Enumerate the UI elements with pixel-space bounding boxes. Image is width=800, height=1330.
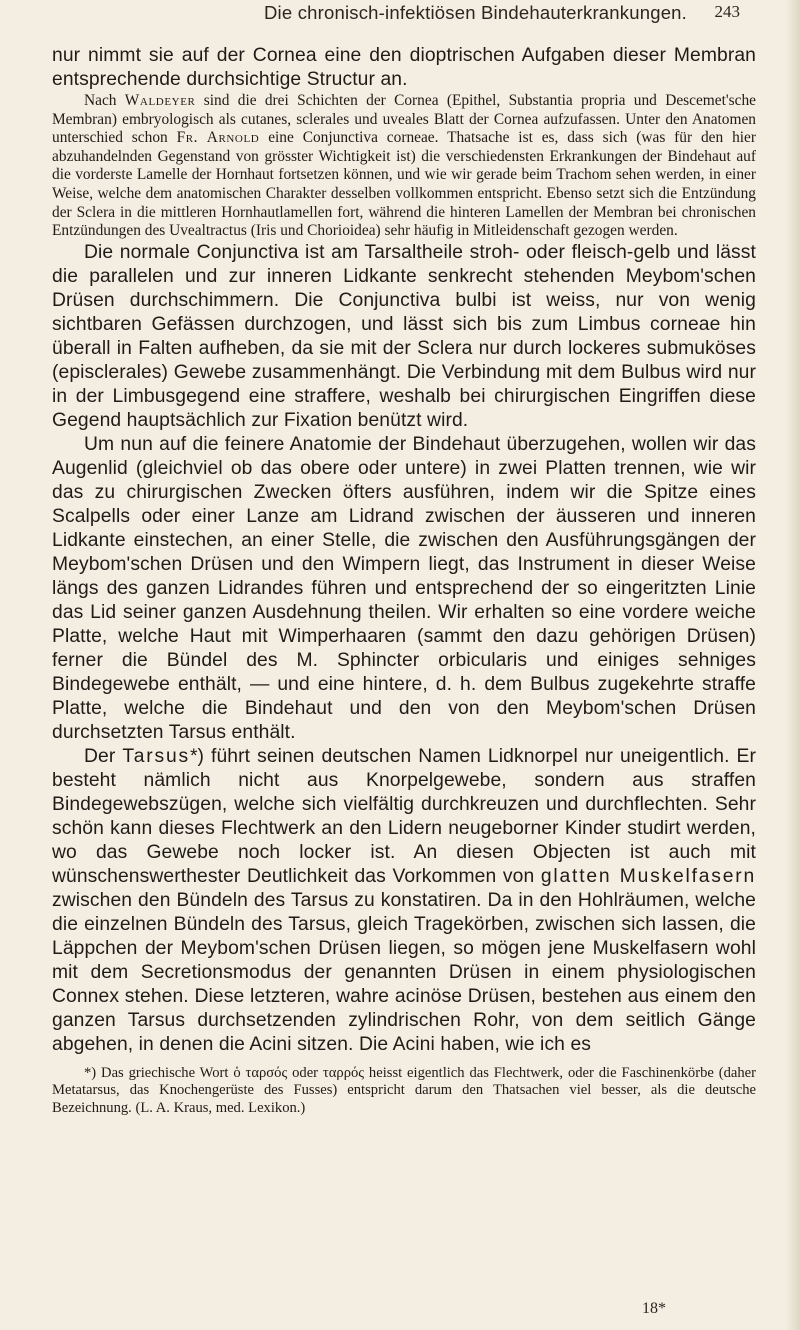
p2-text-b: sind die drei Schichten der Cornea (Epithel, Substantia propria und Descemet'sche Membran) embryologisch als cutanes, sclerales und uveales Blatt der Cornea aufzufassen. Unter den Anatomen unterschied schon — [52, 92, 756, 147]
author-waldeyer: Waldeyer — [124, 92, 196, 109]
running-head: Die chronisch-infektiösen Bindehauterkrankungen. — [264, 2, 688, 23]
paragraph-4: Um nun auf die feinere Anatomie der Bindehaut überzugehen, wollen wir das Augenlid (gleichviel ob das obere oder untere) in zwei Platten trennen, wie wir das zu chirurgischen Zwecken öfters ausführen, indem wir die Spitze eines Scalpells oder einer Lanze am Lidrand zwischen der äusseren und inneren Lidkante einstechen, an einer Stelle, die zwischen den Ausführungsgängen der Meybom'schen Drüsen und den Wimpern liegt, das Instrument in dieser Weise längs des ganzen Lidrandes führen und entsprechend der so eingeritzten Linie das Lid seiner ganzen Ausdehnung theilen. Wir erhalten so eine vordere weiche Platte, welche Haut mit Wimperhaaren (sammt den dazu gehörigen Drüsen) ferner die Bündel des M. Sphincter orbicularis und einiges sehniges Bindegewebe enthält, — und eine hintere, d. h. dem Bulbus zugekehrte straffe Platte, welche die Bindehaut und den von den Meybom'schen Drüsen durchsetzten Tarsus enthält. — [52, 433, 756, 743]
paragraph-5 — [52, 745, 756, 1057]
signature-mark: 18* — [642, 1300, 666, 1317]
term-glatte-muskelfasern: glatten Muskelfasern — [540, 865, 756, 887]
p2-text-a: Nach — [84, 92, 125, 109]
p2-text-c: eine Conjunctiva corneae. Thatsache ist es, dass sich (was für den hier abzuhandelnden Gegenstand von grösster Wichtigkeit ist) die verschiedensten Erkrankungen der Bindehaut auf die vorderste Lamelle der Hornhaut fortsetzen können, und wie wir gerade beim Trachom sehen werden, in einer Weise, welche dem anatomischen Charakter desselben vollkommen entspricht. Ebenso setzt sich die Entzündung der Sclera in die mittleren Hornhautlamellen fort, während die hinteren Lamellen der Membran bei chronischen Entzündungen des Uvealtractus (Iris und Chorioidea) sehr häufig in Mitleidenschaft gezogen werden. — [52, 129, 756, 240]
page-edge-shadow — [786, 0, 800, 1330]
p5-text-a: Der — [84, 745, 123, 767]
author-arnold: Fr. Arnold — [176, 129, 260, 147]
page-number: 243 — [714, 2, 740, 21]
paragraph-3: Die normale Conjunctiva ist am Tarsaltheile stroh- oder fleisch-gelb und lässt die parallelen und zur inneren Lidkante senkrecht stehenden Meybom'schen Drüsen durchschimmern. Die Conjunctiva bulbi ist weiss, nur von wenig sichtbaren Gefässen durchzogen, und lässt sich bis zum Limbus corneae hin überall in Falten aufheben, da sie mit der Sclera nur durch lockeres submuköses (episclerales) Gewebe zusammenhängt. Die Verbindung mit dem Bulbus wird nur in der Limbusgegend eine straffere, weshalb bei chirurgischen Eingriffen diese Gegend hauptsächlich zur Fixation benützt wird. — [52, 241, 756, 431]
term-tarsus: Tarsus — [122, 745, 190, 767]
body-text — [52, 44, 756, 1117]
p5-text-b: *) führt seinen deutschen Namen Lidknorpel nur uneigentlich. Er besteht nämlich nicht aus Knorpelgewebe, sondern aus straffen Bindegewebszügen, welche sich vielfältig durchkreuzen und durchflechten. Sehr schön kann dieses Flechtwerk an den Lidern neugeborner Kinder studirt werden, wo das Gewebe noch locker ist. An diesen Objecten ist auch mit wünschenswerthester Deutlichkeit das Vorkommen von — [52, 745, 757, 887]
p5-text-c: zwischen den Bündeln des Tarsus zu konstatiren. Da in den Hohlräumen, welche die einzelnen Bündeln des Tarsus, gleich Tragekörben, zwischen sich lassen, die Läppchen der Meybom'schen Drüsen liegen, so mögen jene Muskelfasern wohl mit dem Secretionsmodus der genannten Drüsen in einem physiologischen Connex stehen. Diese letzteren, wahre acinöse Drüsen, bestehen aus einem den ganzen Tarsus durchsetzenden zylindrischen Rohr, von dem seitlich Gänge abgehen, in denen die Acini sitzen. Die Acini haben, wie ich es — [52, 889, 756, 1055]
paragraph-2-small — [52, 92, 756, 241]
page-header — [52, 0, 756, 30]
footnote: *) Das griechische Wort ὁ ταρσός oder ταρρός heisst eigentlich das Flechtwerk, oder die Faschinenkörbe (daher Metatarsus, das Knochengerüste des Fusses) entspricht darum den Thatsachen viel besser, als die deutsche Bezeichnung. (L. A. Kraus, med. Lexikon.) — [52, 1064, 756, 1116]
paragraph-1: nur nimmt sie auf der Cornea eine den dioptrischen Aufgaben dieser Membran entsprechende durchsichtige Structur an. — [52, 45, 756, 90]
